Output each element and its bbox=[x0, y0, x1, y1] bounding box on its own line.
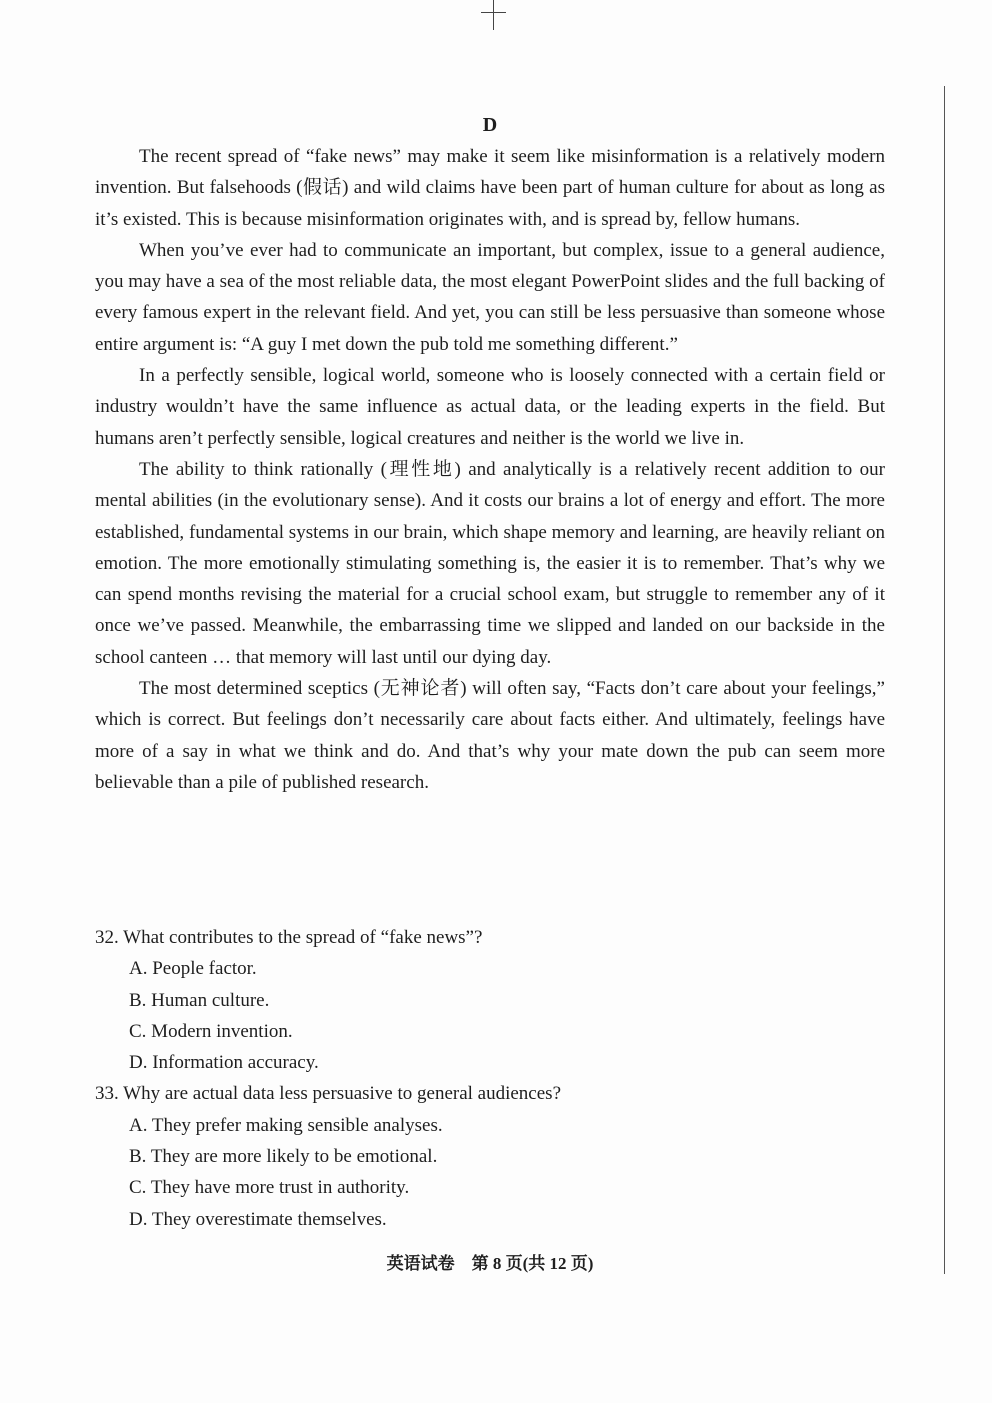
passage-paragraph: When you’ve ever had to communicate an important, but complex, issue to a general audience, you may have a sea of the most reliable data, the most elegant PowerPoint slides and the full backing of every famous expert in the relevant field. And yet, you can still be less persuasive than someone whose entire argument is: “A guy I met down the pub told me something different.” bbox=[95, 239, 885, 355]
page-margin-rule bbox=[944, 86, 945, 1274]
option-c: C. They have more trust in authority. bbox=[129, 1177, 410, 1199]
crop-mark bbox=[493, 0, 494, 30]
page-footer: 英语试卷 第 8 页(共 12 页) bbox=[386, 1254, 594, 1273]
option-list bbox=[95, 1110, 885, 1235]
passage-paragraph: The most determined sceptics (无神论者) will often say, “Facts don’t care about your feelings,” which is correct. But feelings don’t necessarily care about facts either. And ultimately, feelings have more of a say in what we think and do. And that’s why your mate down the pub can seem more believable than a pile of published research. bbox=[95, 678, 885, 793]
passage-paragraph: The recent spread of “fake news” may make it seem like misinformation is a relatively modern invention. But falsehoods (假话) and wild claims have been part of human culture for about as long as it’s existed. This is because misinformation originates with, and is spread by, fellow humans. bbox=[95, 146, 885, 230]
option-d: D. Information accuracy. bbox=[129, 1052, 319, 1074]
option-a: A. People factor. bbox=[129, 958, 257, 980]
question-list bbox=[95, 922, 885, 1235]
question-stem: 33. Why are actual data less persuasive to general audiences? bbox=[95, 1083, 562, 1105]
option-list bbox=[95, 953, 885, 1078]
section-title: D bbox=[482, 114, 498, 136]
passage-paragraph: The ability to think rationally (理性地) and analytically is a relatively recent addition to our mental abilities (in the evolutionary sense). And it costs our brains a lot of energy and effort. The more established, fundamental systems in our brain, which shape memory and learning, are heavily reliant on emotion. The more emotionally stimulating something is, the easier it is to remember. That’s why we can spend months revising the material for a crucial school exam, but struggle to remember any of it once we’ve passed. Meanwhile, the embarrassing time we slipped and landed on our backside in the school canteen … that memory will last until our dying day. bbox=[95, 458, 885, 668]
option-d: D. They overestimate themselves. bbox=[129, 1208, 387, 1230]
question-33 bbox=[95, 1078, 885, 1234]
question-stem: 32. What contributes to the spread of “fake news”? bbox=[95, 927, 483, 948]
passage-paragraph: In a perfectly sensible, logical world, someone who is loosely connected with a certain field or industry wouldn’t have the same influence as actual data, or the leading experts in the field. But humans aren’t perfectly sensible, logical creatures and neither is the world we live in. bbox=[95, 365, 885, 449]
option-b: B. Human culture. bbox=[129, 989, 270, 1011]
option-a: A. They prefer making sensible analyses. bbox=[129, 1114, 443, 1136]
reading-passage bbox=[95, 141, 885, 798]
option-b: B. They are more likely to be emotional. bbox=[129, 1146, 438, 1168]
question-32 bbox=[95, 922, 885, 1078]
option-c: C. Modern invention. bbox=[129, 1020, 293, 1042]
